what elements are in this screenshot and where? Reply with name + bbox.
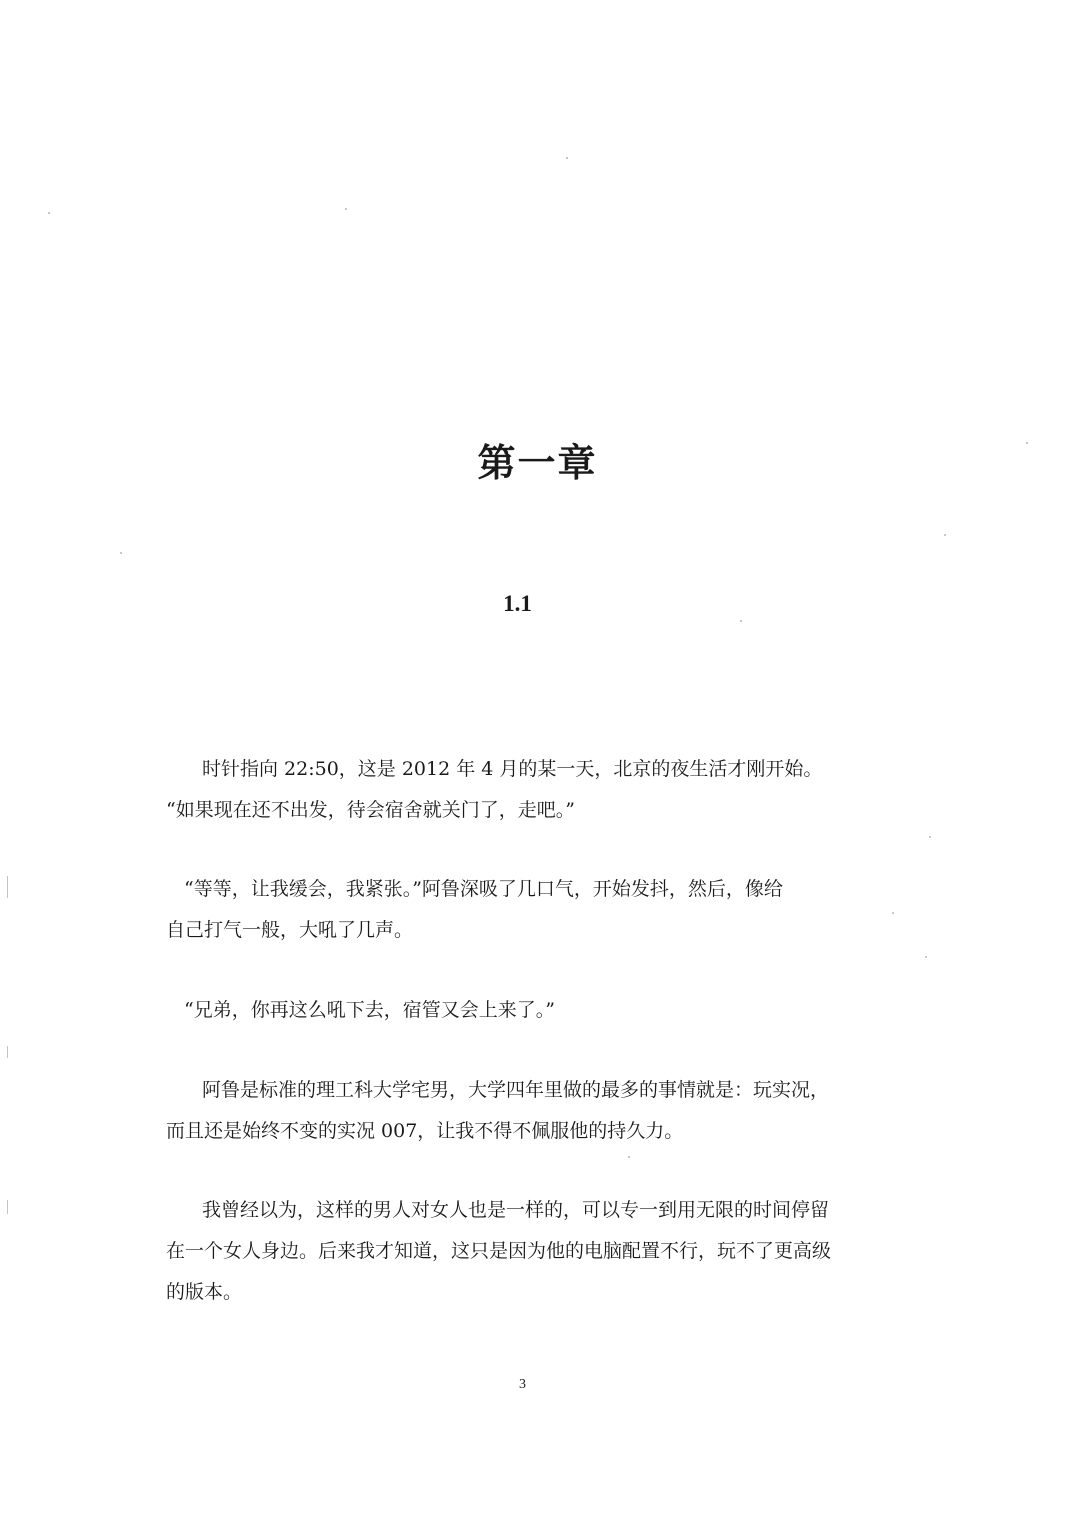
paragraph-2 — [166, 869, 878, 951]
scan-speck — [345, 208, 347, 210]
paragraph-line: 时针指向 22:50，这是 2012 年 4 月的某一天，北京的夜生活才刚开始。 — [202, 758, 823, 780]
page-number: 3 — [519, 1377, 526, 1392]
scan-speck — [929, 836, 931, 838]
scan-speck — [740, 620, 742, 622]
chapter-title: 第一章 — [477, 441, 598, 485]
scan-edge-mark — [7, 1200, 8, 1214]
scan-edge-mark — [7, 876, 8, 898]
scan-speck — [944, 534, 946, 536]
paragraph-line: 自己打气一般，大吼了几声。 — [166, 919, 414, 941]
paragraph-4 — [166, 1070, 878, 1152]
scan-speck — [925, 956, 927, 958]
scan-edge-mark — [7, 1046, 8, 1058]
scan-speck — [566, 157, 568, 159]
paragraph-1 — [166, 749, 878, 831]
paragraph-3 — [166, 990, 878, 1031]
paragraph-line: “等等，让我缓会，我紧张。”阿鲁深吸了几口气，开始发抖，然后，像给 — [184, 878, 783, 900]
paragraph-line: “如果现在还不出发，待会宿舍就关门了，走吧。” — [166, 799, 575, 821]
paragraph-line: 阿鲁是标准的理工科大学宅男，大学四年里做的最多的事情就是：玩实况， — [202, 1079, 830, 1101]
paragraph-line: “兄弟，你再这么吼下去，宿管又会上来了。” — [184, 999, 555, 1021]
paragraph-line: 的版本。 — [166, 1281, 243, 1303]
paragraph-5 — [166, 1190, 878, 1313]
paragraph-line: 在一个女人身边。后来我才知道，这只是因为他的电脑配置不行，玩不了更高级 — [166, 1240, 832, 1262]
section-title: 1.1 — [503, 591, 532, 616]
scan-speck — [48, 212, 50, 214]
scan-speck — [892, 912, 894, 914]
paragraph-line: 而且还是始终不变的实况 007，让我不得不佩服他的持久力。 — [166, 1120, 684, 1142]
scan-speck — [628, 1156, 630, 1158]
paragraph-line: 我曾经以为，这样的男人对女人也是一样的，可以专一到用无限的时间停留 — [202, 1199, 830, 1221]
scan-speck — [120, 552, 122, 554]
